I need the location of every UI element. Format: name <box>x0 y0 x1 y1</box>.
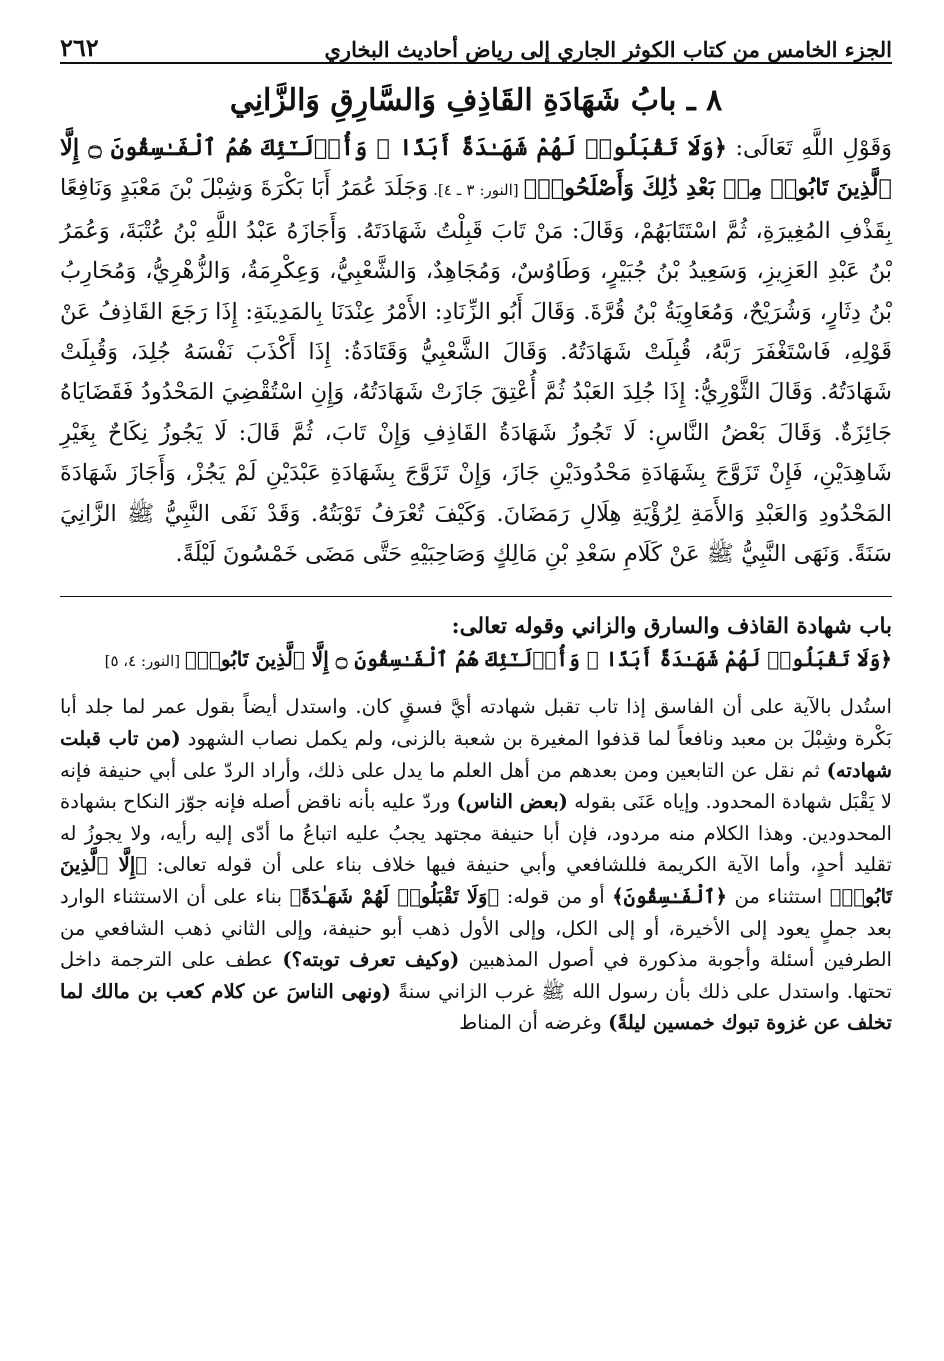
quran-verse: ﴿وَلَا تَقْبَلُوا۟ لَهُمْ شَهَـٰدَةً أَبَدًا ۚ وَأُو۟لَـٰٓئِكَ هُمُ ٱلْفَـٰسِقُونَ ۝ إِلَّا ٱلَّذِينَ تَابُوا۟ مِنۢ بَعْدِ ذَٰلِكَ وَأَصْلَحُوا۟﴾ <box>60 135 893 202</box>
quoted-phrase: (ونهى الناسَ عن كلام كعب بن مالك لما تخلف عن غزوة تبوك خمسين ليلةً) <box>60 979 892 1035</box>
quoted-phrase: (وكيف تعرف توبته؟) <box>282 948 460 972</box>
chapter-heading: ٨ ـ بابُ شَهَادَةِ القَاذِفِ وَالسَّارِقِ وَالزَّانِي <box>229 83 723 118</box>
commentary-heading-reference: [النور: ٤، ٥] <box>104 652 185 671</box>
hadith-text <box>60 128 892 574</box>
quoted-phrase: (بعض الناس) <box>456 790 568 814</box>
running-header <box>60 14 892 64</box>
commentary-part: وغرضه أن المناط <box>459 1011 609 1035</box>
page-number: ٢٦٢ <box>60 33 99 62</box>
commentary-part: عطف على الترجمة داخل تحتها. واستدل على ذلك بأن رسول الله ﷺ غرب الزاني سنةً <box>60 948 892 1003</box>
hadith-body: وَجَلَدَ عُمَرُ أَبَا بَكْرَةَ وَشِبْلَ بْنَ مَعْبَدٍ وَنَافِعًا بِقَذْفِ المُغِيرَةِ، ثُمَّ اسْتَتَابَهُمْ، وَقَالَ: مَنْ تَابَ قَبِلْتُ شَهَادَتَهُ. وَأَجَازَهُ عَبْدُ اللَّهِ بْنُ عُتْبَةَ، وَعُمَرُ بْنُ عَبْدِ العَزِيزِ، وَسَعِيدُ بْنُ جُبَيْرٍ، وَطَاوُسٌ، وَمُجَاهِدٌ، وَالشَّعْبِيُّ، وَعِكْرِمَةُ، وَالزُّهْرِيُّ، وَمُحَارِبُ بْنُ دِثَارٍ، وَشُرَيْحٌ، وَمُعَاوِيَةُ بْنُ قُرَّةَ. وَقَالَ أَبُو الزِّنَادِ: الأَمْرُ عِنْدَنَا بِالمَدِينَةِ: إِذَا رَجَعَ القَاذِفُ عَنْ قَوْلِهِ، فَاسْتَغْفَرَ رَبَّهُ، قُبِلَتْ شَهَادَتُهُ. وَقَالَ الشَّعْبِيُّ وَقَتَادَةُ: إِذَا أَكْذَبَ نَفْسَهُ جُلِدَ، وَقُبِلَتْ شَهَادَتُهُ. وَقَالَ الثَّوْرِيُّ: إِذَا جُلِدَ العَبْدُ ثُمَّ أُعْتِقَ جَازَتْ شَهَادَتُهُ، وَإِنِ اسْتُقْضِيَ المَحْدُودُ فَقَضَايَاهُ جَائِزَةٌ. وَقَالَ بَعْضُ النَّاسِ: لَا تَجُوزُ شَهَادَةُ القَاذِفِ وَإِنْ تَابَ، ثُمَّ قَالَ: لَا يَجُوزُ نِكَاحٌ بِغَيْرِ شَاهِدَيْنِ، فَإِنْ تَزَوَّجَ بِشَهَادَةِ مَحْدُودَيْنِ جَازَ، وَإِنْ تَزَوَّجَ بِشَهَادَةِ عَبْدَيْنِ لَمْ يَجُزْ، وَأَجَازَ شَهَادَةَ المَحْدُودِ وَالعَبْدِ وَالأَمَةِ لِرُؤْيَةِ هِلَالِ رَمَضَانَ. وَكَيْفَ تُعْرَفُ تَوْبَتُهُ. وَقَدْ نَفَى النَّبِيُّ ﷺ الزَّانِيَ سَنَةً. وَنَهَى النَّبِيُّ ﷺ عَنْ كَلَامِ سَعْدِ بْنِ مَالِكٍ وَصَاحِبَيْهِ حَتَّى مَضَى خَمْسُونَ لَيْلَةً. <box>60 175 892 568</box>
quran-quote: ﴿ٱلْفَـٰسِقُونَ﴾ <box>612 885 727 909</box>
commentary-heading-verse: ﴿وَلَا تَقْبَلُوا۟ لَهُمْ شَهَـٰدَةً أَبَدًا ۚ وَأُو۟لَـٰٓئِكَ هُمُ ٱلْفَـٰسِقُونَ ۝ إِلَّا ٱلَّذِينَ تَابُوا۟﴾ <box>184 647 892 672</box>
quoted-phrase: (من تاب قبلت شهادته) <box>60 727 892 782</box>
section-divider <box>60 596 892 597</box>
commentary-text <box>60 691 892 1039</box>
commentary-part: استثناء من <box>726 885 830 909</box>
quran-quote: ﴿إِلَّا ٱلَّذِينَ تَابُوا۟﴾ <box>60 853 892 909</box>
verse-intro: وَقَوْلِ اللَّهِ تَعَالَى: <box>726 135 892 161</box>
commentary-part: وردّ عليه بأنه ناقض أصله فإنه جوّز النكاح بشهادة المحدودين. وهذا الكلام منه مردود، فإن أبا حنيفة مجتهد يجبُ عليه اتباعُ ما أدّى إليه رأيه، ولا يجوزُ له تقليد أحدٍ، وأما الآية الكريمة فللشافعي وأبي حنيفة فيها خلاف بناء على أن قوله تعالى: <box>60 790 892 877</box>
book-title: الجزء الخامس من كتاب الكوثر الجاري إلى رياض أحاديث البخاري <box>324 37 892 62</box>
commentary-part: ثم نقل عن التابعين ومن بعدهم من أهل العلم ما يدل على ذلك، وأراد الردّ على أبي حنيفة فإنه لا يَقْبَل شهادة المحدود. وإياه عَنَى بقوله <box>60 758 892 814</box>
quran-quote: ﴿وَلَا تَقْبَلُوا۟ لَهُمْ شَهَـٰدَةً﴾ <box>289 885 500 909</box>
commentary-heading-title: باب شهادة القاذف والسارق والزاني وقوله تعالى: <box>451 614 892 640</box>
verse-reference: [النور: ٣ ـ ٤]. <box>428 181 524 200</box>
commentary-part: أو من قوله: <box>499 885 613 909</box>
commentary-part: بناء على أن الاستثناء الوارد بعد جملٍ يعود إلى الأخيرة، أو إلى الكل، وإلى الأول ذهب أبو حنيفة، وإلى الثاني ذهب الشافعي من الطرفين أسئلة وأجوبة مذكورة في أصول المذهبين <box>60 885 893 972</box>
commentary-part: استُدل بالآية على أن الفاسق إذا تاب تقبل شهادته أيَّ فسقٍ كان. واستدل أيضاً بقول عمر لما جلد أبا بَكْرة وشِبْلَ بن معبد ونافعاً لما قذفوا المغيرة بن شعبة بالزنى، ولم يكمل نصاب الشهود <box>60 695 892 751</box>
commentary-heading <box>60 611 892 677</box>
